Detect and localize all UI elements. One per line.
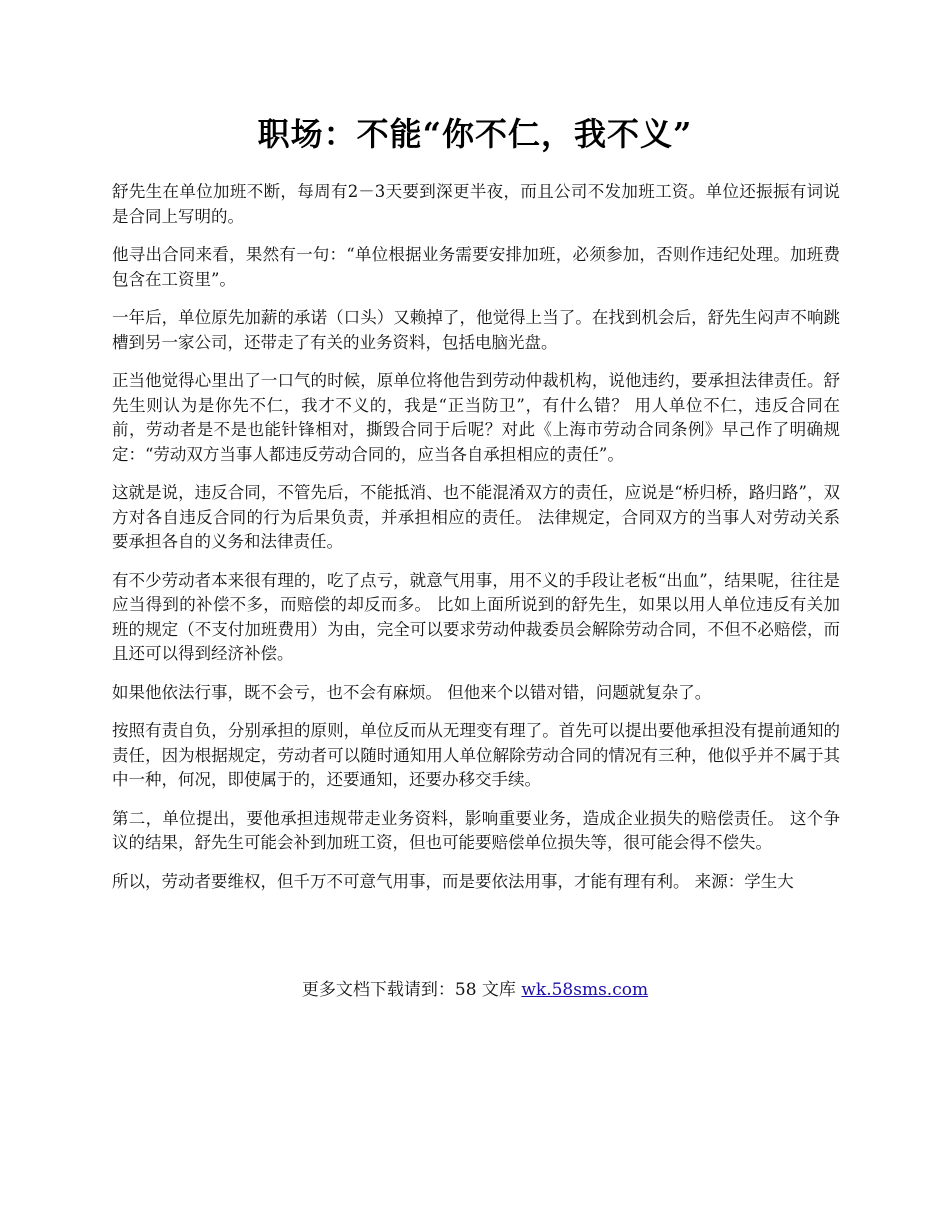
- document-title: 职场：不能“你不仁，我不义”: [257, 115, 693, 153]
- paragraph: 他寻出合同来看，果然有一句：“单位根据业务需要安排加班，必须参加，否则作违纪处理。加班费包含在工资里”。: [112, 245, 840, 289]
- paragraph: 有不少劳动者本来很有理的，吃了点亏，就意气用事，用不义的手段让老板“出血”，结果呢，往往是应当得到的补偿不多，而赔偿的却反而多。 比如上面所说到的舒先生，如果以用人单位违反有关加班的规定（不支付加班费用）为由，完全可以要求劳动仲裁委员会解除劳动合同，不但不必赔偿，而且还可以得到经济补偿。: [112, 570, 840, 663]
- footer-link[interactable]: wk.58sms.com: [521, 980, 649, 1000]
- paragraph: 第二，单位提出，要他承担违规带走业务资料，影响重要业务，造成企业损失的赔偿责任。 这个争议的结果，舒先生可能会补到加班工资，但也可能要赔偿单位损失等，很可能会得不偿失。: [112, 808, 840, 852]
- paragraph: 一年后，单位原先加薪的承诺（口头）又赖掉了，他觉得上当了。在找到机会后，舒先生闷声不响跳槽到另一家公司，还带走了有关的业务资料，包括电脑光盘。: [112, 308, 840, 352]
- document-body: [112, 180, 840, 908]
- paragraph: 按照有责自负，分别承担的原则，单位反而从无理变有理了。首先可以提出要他承担没有提前通知的责任，因为根据规定，劳动者可以随时通知用人单位解除劳动合同的情况有三种，他似乎并不属于其中一种，何况，即使属于的，还要通知，还要办移交手续。: [112, 721, 840, 789]
- paragraph: 如果他依法行事，既不会亏，也不会有麻烦。 但他来个以错对错，问题就复杂了。: [112, 682, 712, 702]
- paragraph: 正当他觉得心里出了一口气的时候，原单位将他告到劳动仲裁机构，说他违约，要承担法律责任。舒先生则认为是你先不仁，我才不义的，我是“正当防卫”，有什么错？ 用人单位不仁，违反合同在前，劳动者是不是也能针锋相对，撕毁合同于后呢？对此《上海市劳动合同条例》早己作了明确规定：“劳动双方当事人都违反劳动合同的，应当各自承担相应的责任”。: [112, 371, 840, 464]
- paragraph: 所以，劳动者要维权，但千万不可意气用事，而是要依法用事，才能有理有利。 来源：学生大: [112, 871, 794, 891]
- footer-text: 更多文档下载请到：58 文库: [301, 980, 522, 1000]
- paragraph: 舒先生在单位加班不断，每周有2－3天要到深更半夜，而且公司不发加班工资。单位还振振有词说是合同上写明的。: [112, 182, 840, 226]
- paragraph: 这就是说，违反合同，不管先后，不能抵消、也不能混淆双方的责任，应说是“桥归桥，路归路”，双方对各自违反合同的行为后果负责，并承担相应的责任。 法律规定，合同双方的当事人对劳动关系要承担各自的义务和法律责任。: [112, 483, 840, 551]
- document-footer: [0, 978, 950, 1002]
